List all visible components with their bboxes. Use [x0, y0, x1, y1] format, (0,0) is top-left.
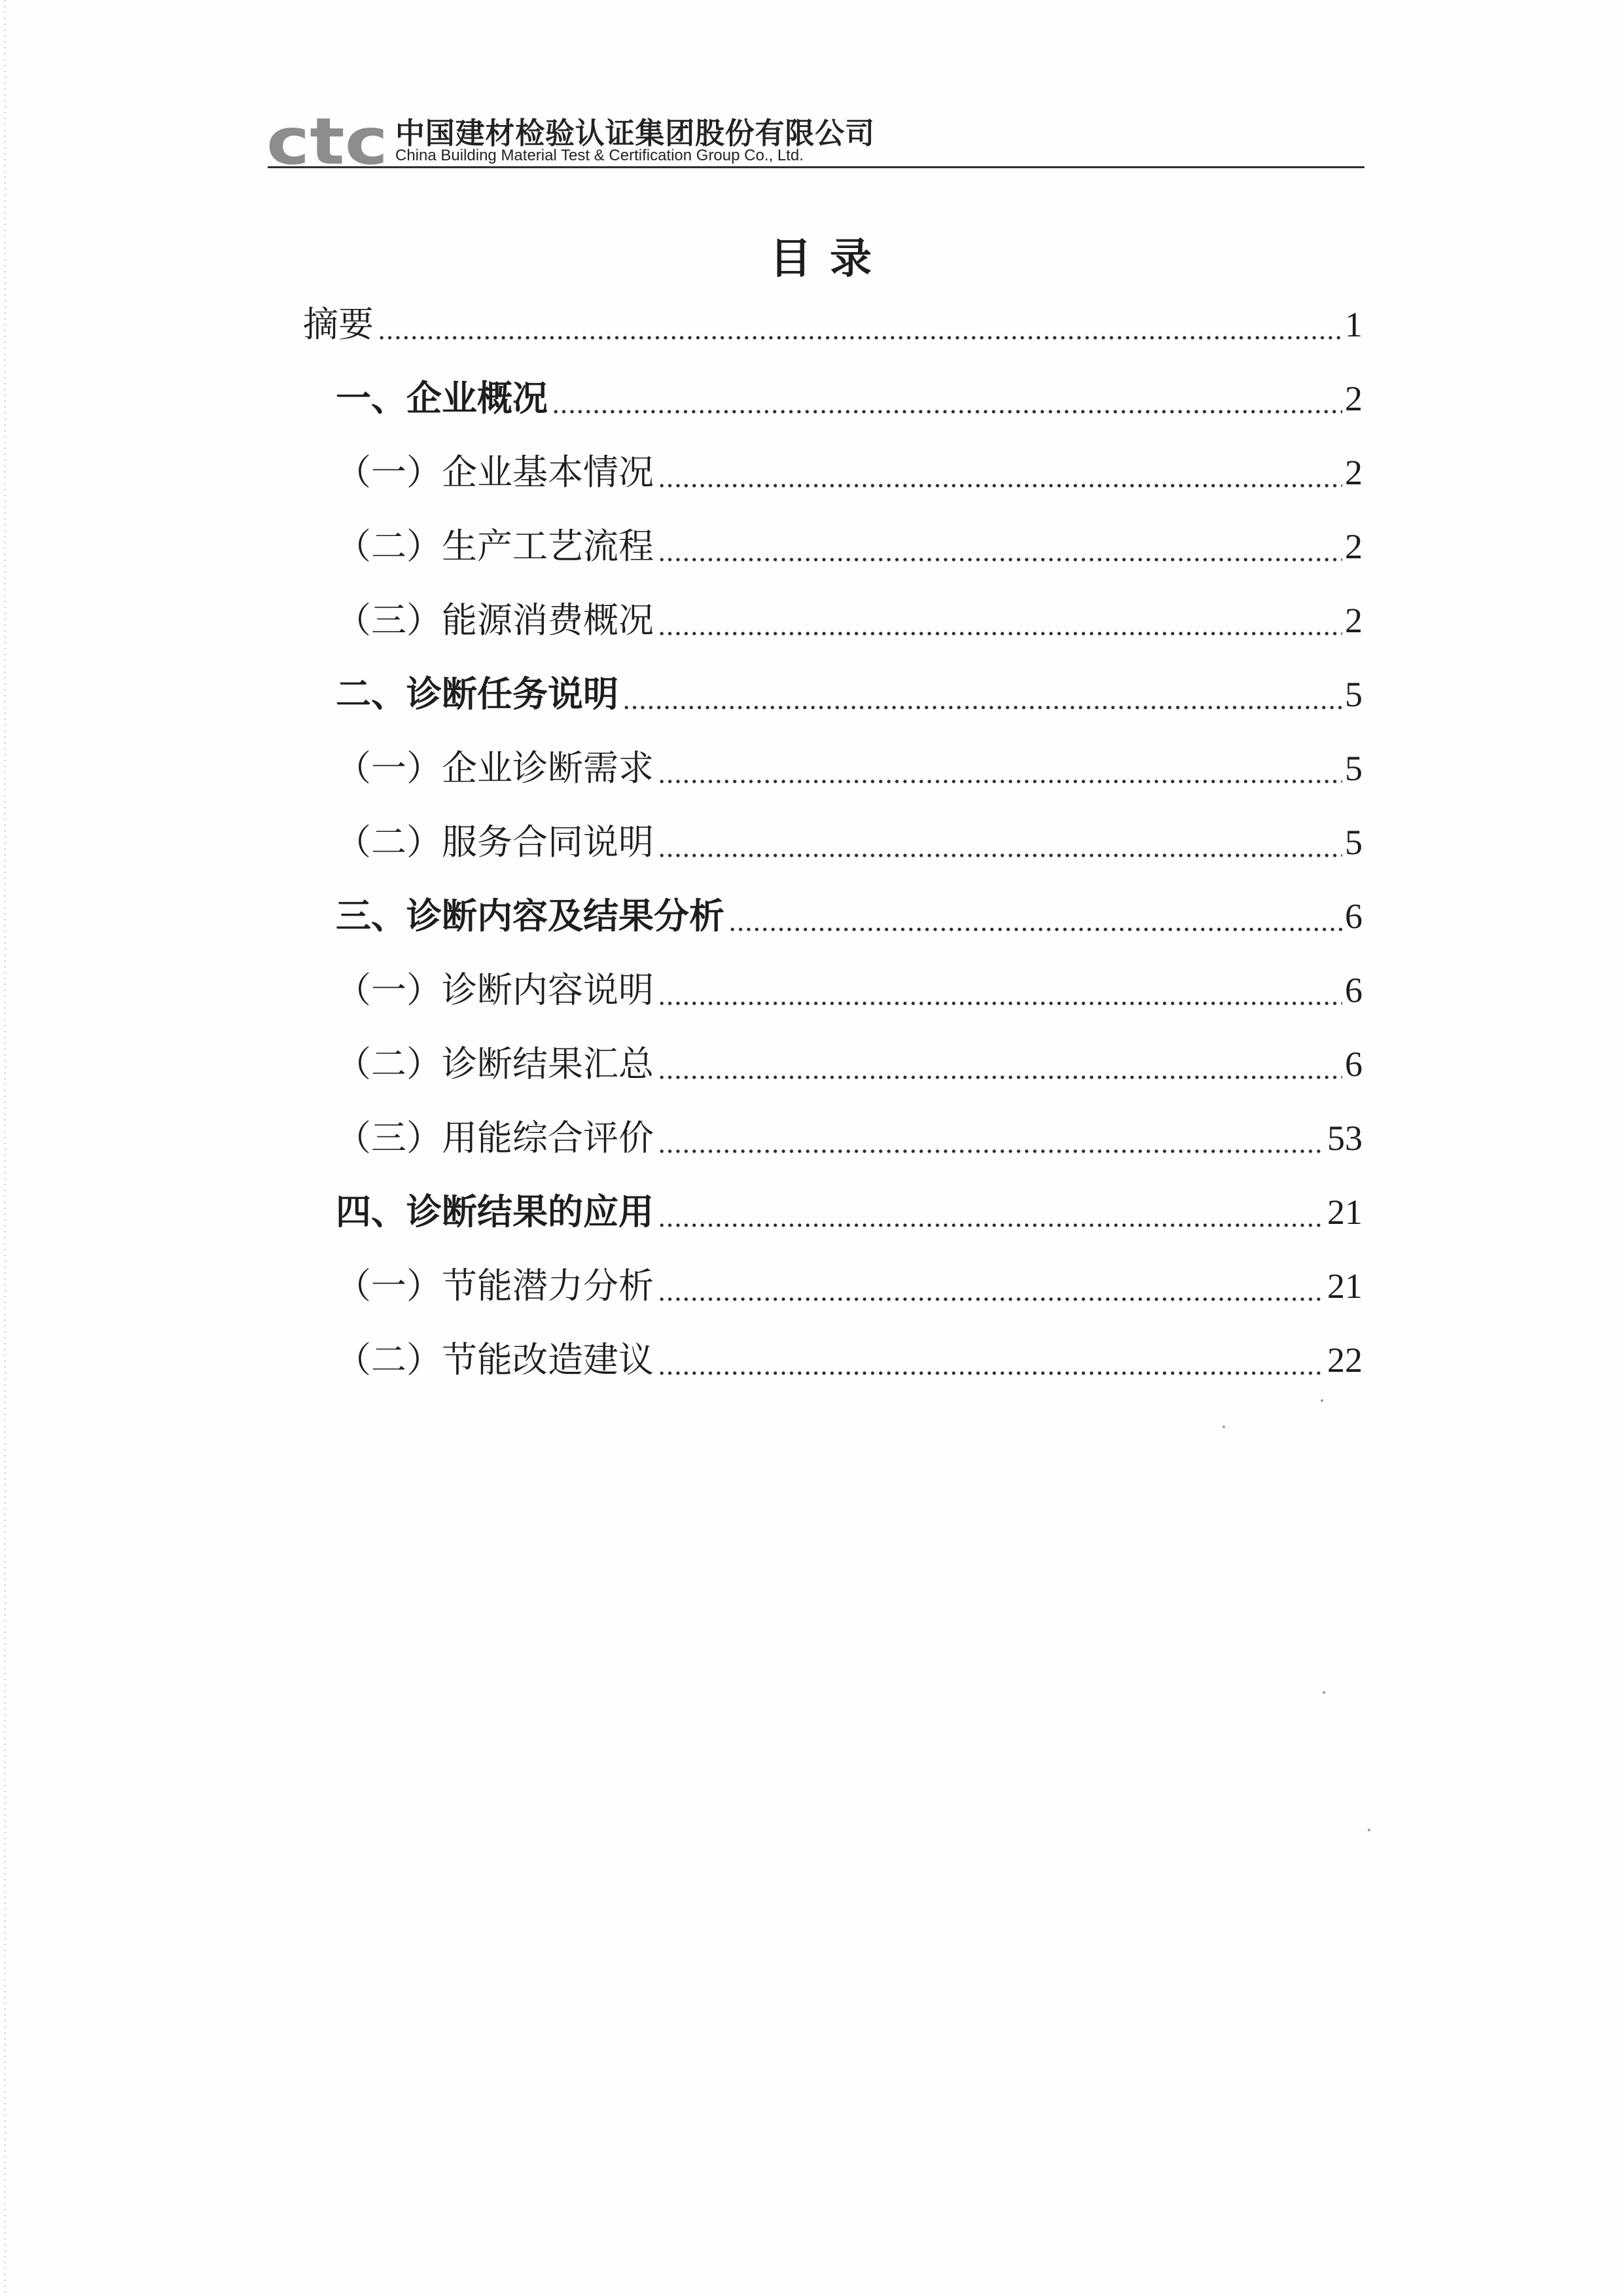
toc-entry-label: 摘要: [303, 305, 374, 344]
toc-page-number: 1: [1345, 305, 1363, 344]
toc-entry-label: （二）服务合同说明: [336, 823, 654, 862]
dot-leader: [658, 954, 1342, 1028]
dot-leader: [658, 436, 1342, 510]
dot-leader: [658, 584, 1342, 658]
toc-page-number: 5: [1345, 675, 1363, 714]
dot-leader: [728, 880, 1342, 954]
toc-page-number: 6: [1345, 897, 1363, 936]
toc-item-1-3: [336, 584, 1363, 658]
toc-section-3: [336, 880, 1363, 954]
toc-item-1-1: [336, 436, 1363, 510]
toc-entry-label: （一）企业基本情况: [336, 453, 654, 492]
scan-speck: [1368, 1829, 1370, 1831]
company-name-english: China Building Material Test & Certification Group Co., Ltd.: [395, 147, 804, 164]
toc-entry-label: （二）节能改造建议: [336, 1340, 654, 1380]
dot-leader: [658, 1028, 1342, 1102]
toc-item-2-2: [336, 806, 1363, 880]
toc-entry-label: 一、企业概况: [336, 379, 548, 418]
scan-speck: [1321, 1399, 1323, 1402]
toc-item-2-1: [336, 732, 1363, 806]
toc-page-number: 5: [1345, 823, 1363, 862]
scan-speck: [1323, 1691, 1325, 1694]
toc-entry-label: （二）诊断结果汇总: [336, 1045, 654, 1084]
toc-section-1: [336, 362, 1363, 436]
toc-item-3-3: [336, 1102, 1363, 1175]
dot-leader: [658, 1102, 1325, 1175]
table-of-contents: [0, 288, 1363, 1397]
toc-item-4-1: [336, 1249, 1363, 1323]
toc-entry-label: （一）诊断内容说明: [336, 971, 654, 1010]
toc-item-1-2: [336, 510, 1363, 584]
toc-page-number: 2: [1345, 379, 1363, 418]
toc-page-number: 2: [1345, 601, 1363, 640]
toc-entry-label: （一）节能潜力分析: [336, 1266, 654, 1306]
toc-section-4: [336, 1175, 1363, 1249]
toc-item-4-2: [336, 1323, 1363, 1397]
toc-page-number: 5: [1345, 749, 1363, 788]
dot-leader: [658, 732, 1342, 806]
toc-section-2: [336, 658, 1363, 732]
company-name-chinese: 中国建材检验认证集团股份有限公司: [395, 117, 875, 150]
dot-leader: [552, 362, 1342, 436]
dot-leader: [658, 510, 1342, 584]
toc-entry-label: （三）能源消费概况: [336, 601, 654, 640]
dot-leader: [658, 1175, 1325, 1249]
toc-page-number: 21: [1327, 1193, 1363, 1232]
toc-entry-label: （一）企业诊断需求: [336, 749, 654, 788]
dot-leader: [658, 806, 1342, 880]
dot-leader: [658, 1249, 1325, 1323]
toc-item-3-2: [336, 1028, 1363, 1102]
toc-page-number: 22: [1327, 1340, 1363, 1380]
toc-item-3-1: [336, 954, 1363, 1028]
company-logo: [265, 111, 391, 166]
toc-page-number: 53: [1327, 1119, 1363, 1158]
logo-text: ctc: [266, 111, 388, 166]
dot-leader: [622, 658, 1342, 732]
toc-page-number: 21: [1327, 1266, 1363, 1306]
toc-page-number: 6: [1345, 971, 1363, 1010]
toc-entry-label: （三）用能综合评价: [336, 1119, 654, 1158]
toc-entry-label: 四、诊断结果的应用: [336, 1193, 654, 1232]
toc-entry-label: 二、诊断任务说明: [336, 675, 618, 714]
page-title: 目 录: [770, 236, 876, 282]
dot-leader: [378, 288, 1342, 362]
toc-page-number: 6: [1345, 1045, 1363, 1084]
header-divider: [268, 166, 1364, 168]
scan-speck: [1222, 1426, 1225, 1428]
toc-entry-label: 三、诊断内容及结果分析: [336, 897, 724, 936]
toc-entry-label: （二）生产工艺流程: [336, 527, 654, 566]
toc-entry-abstract: [303, 288, 1363, 362]
toc-page-number: 2: [1345, 527, 1363, 566]
dot-leader: [658, 1323, 1325, 1397]
toc-page-number: 2: [1345, 453, 1363, 492]
